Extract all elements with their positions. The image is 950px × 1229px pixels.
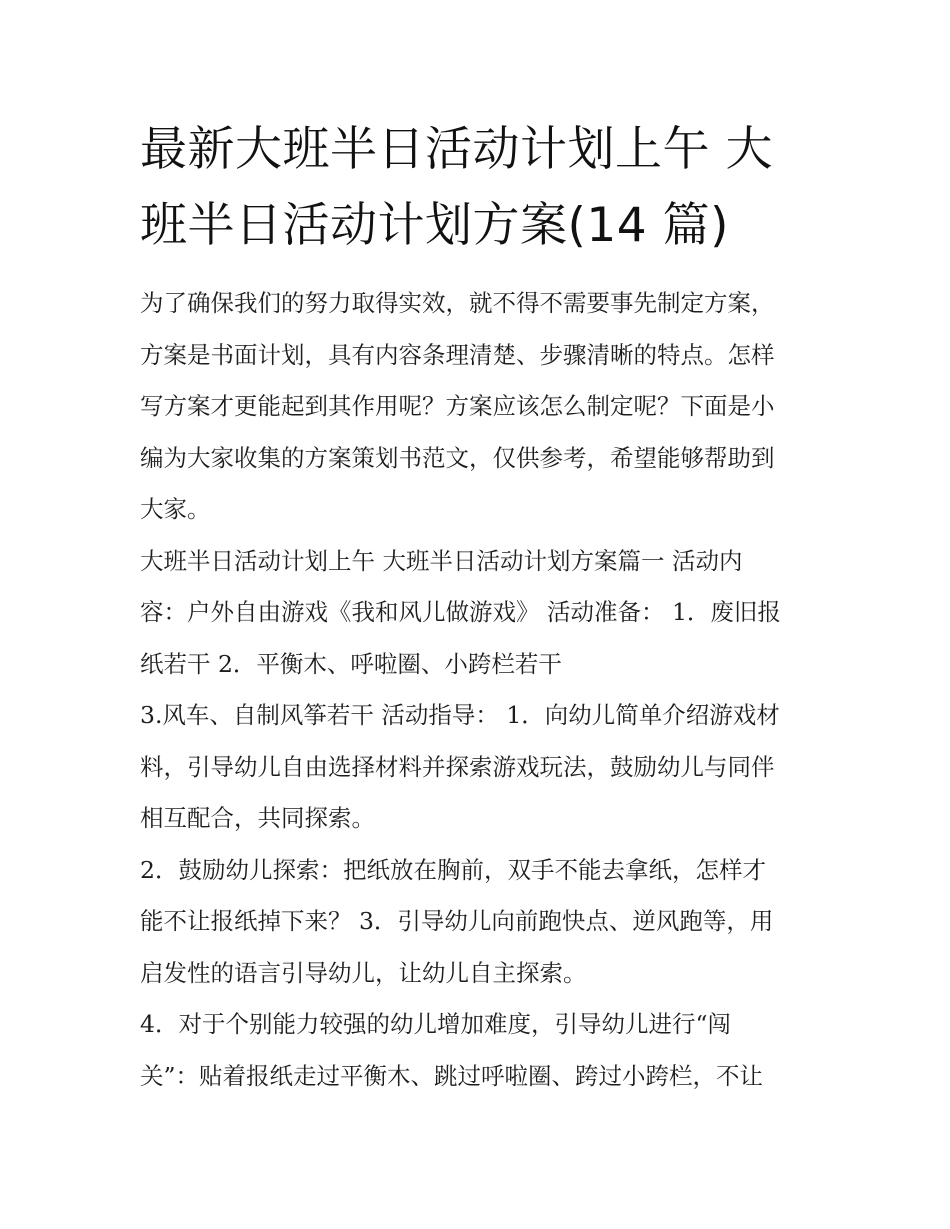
text-line: 能不让报纸掉下来？ 3．引导幼儿向前跑快点、逆风跑等，用	[140, 907, 774, 935]
document-title	[140, 112, 812, 264]
text-line: 3.风车、自制风筝若干 活动指导： 1．向幼儿简单介绍游戏材	[140, 701, 780, 729]
text-line: 容：户外自由游戏《我和风儿做游戏》 活动准备： 1．废旧报	[140, 598, 781, 626]
text-line: 写方案才更能起到其作用呢？方案应该怎么制定呢？下面是小	[140, 392, 775, 420]
text-line: 方案是书面计划，具有内容条理清楚、步骤清晰的特点。怎样	[140, 340, 775, 369]
text-line: 2．鼓励幼儿探索：把纸放在胸前，双手不能去拿纸，怎样才	[140, 855, 766, 884]
title-line: 班半日活动计划方案(14 篇)	[140, 198, 729, 253]
text-line: 为了确保我们的努力取得实效，就不得不需要事先制定方案，	[140, 289, 775, 317]
text-line: 关”：贴着报纸走过平衡木、跳过呼啦圈、跨过小跨栏，不让	[140, 1061, 764, 1090]
document-page	[140, 112, 812, 1102]
text-line: 料，引导幼儿自由选择材料并探索游戏玩法，鼓励幼儿与同伴	[140, 752, 775, 781]
text-line: 大班半日活动计划上午 大班半日活动计划方案篇一 活动内	[140, 546, 743, 575]
step-4-paragraph	[140, 999, 812, 1102]
text-line: 大家。	[140, 495, 211, 523]
text-line: 4．对于个别能力较强的幼儿增加难度，引导幼儿进行“闯	[140, 1010, 731, 1038]
title-line: 最新大班半日活动计划上午 大	[140, 122, 773, 177]
step-2-paragraph	[140, 845, 812, 1000]
intro-paragraph	[140, 278, 812, 536]
text-line: 相互配合，共同探索。	[140, 804, 375, 832]
text-line: 编为大家收集的方案策划书范文，仅供参考，希望能够帮助到	[140, 443, 775, 472]
text-line: 纸若干 2．平衡木、呼啦圈、小跨栏若干	[140, 649, 562, 678]
document-body	[140, 278, 812, 1102]
activity-paragraph	[140, 536, 812, 845]
text-line: 启发性的语言引导幼儿，让幼儿自主探索。	[140, 958, 587, 987]
